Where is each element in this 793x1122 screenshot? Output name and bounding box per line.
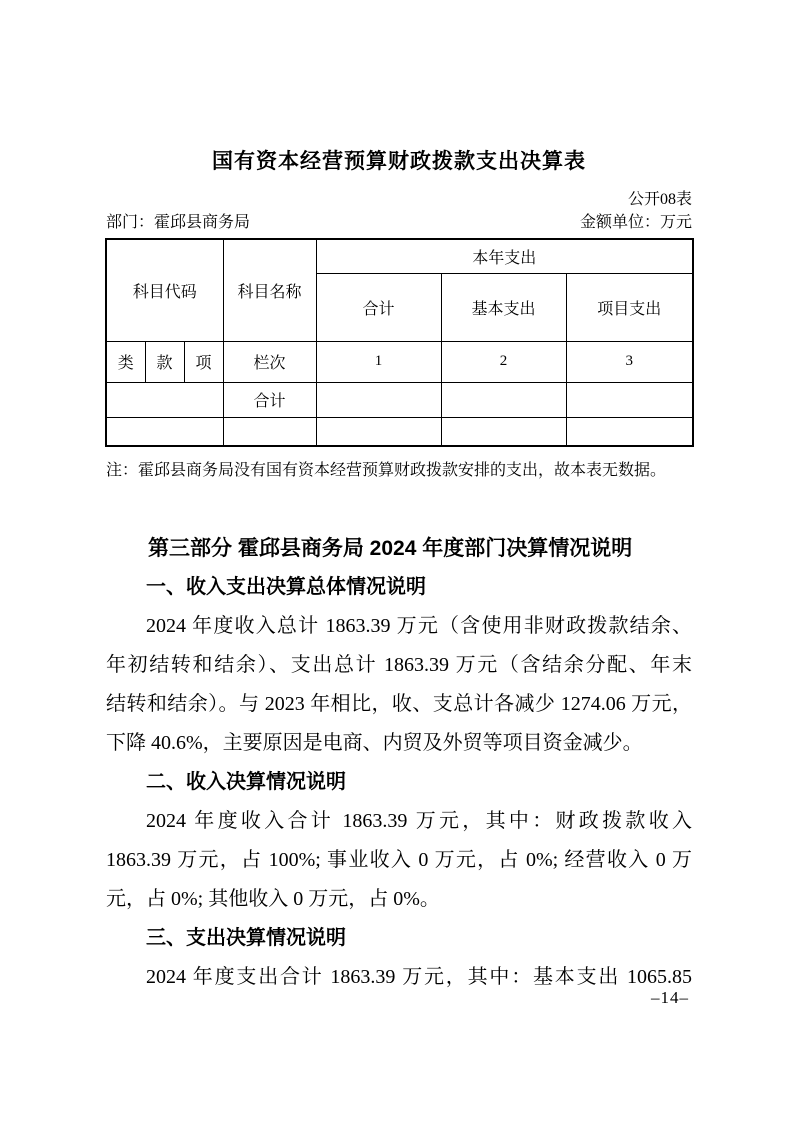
table-cell-empty-value-1 [316,417,441,446]
page-title: 国有资本经营预算财政拨款支出决算表 [212,150,586,173]
paragraph-line: 元，占 0%; 其他收入 0 万元，占 0%。 [106,888,440,910]
table-cell-column-index-3: 3 [566,341,693,382]
table-cell-total-value-1 [316,382,441,417]
accounts-table [105,238,694,447]
section-heading-part3: 第三部分 霍邱县商务局 2024 年度部门决算情况说明 [148,537,633,560]
table-cell-code-kuan: 款 [145,341,184,382]
table-row [106,382,693,417]
narrative-section [106,529,692,997]
page-number: –14– [651,988,689,1007]
paragraph-line: 2024 年度支出合计 1863.39 万元，其中：基本支出 1065.85 [146,966,692,988]
table-cell-code-lei: 类 [106,341,145,382]
table-header-subject-code: 科目代码 [106,239,223,341]
table-header-project-expenditure: 项目支出 [566,273,693,341]
section-heading-3: 三、支出决算情况说明 [146,927,346,949]
section-heading-1: 一、收入支出决算总体情况说明 [146,576,426,598]
table-cell-column-index-name: 栏次 [223,341,316,382]
table-cell-code-xiang: 项 [184,341,223,382]
department-label: 部门：霍邱县商务局 [106,214,251,231]
paragraph-line: 下降 40.6%，主要原因是电商、内贸及外贸等项目资金减少。 [106,732,643,754]
section-heading-2: 二、收入决算情况说明 [146,771,346,793]
paragraph-line: 结转和结余）。与 2023 年相比，收、支总计各减少 1274.06 万元， [106,693,692,715]
paragraph-line: 1863.39 万元，占 100%; 事业收入 0 万元，占 0%; 经营收入 0 万 [106,849,692,871]
table-row [106,239,693,273]
table-cell-column-index-2: 2 [441,341,566,382]
table-cell-total-value-3 [566,382,693,417]
table-row [106,341,693,382]
table-cell-total-label: 合计 [223,382,316,417]
table-row [106,417,693,446]
table-cell-empty-value-3 [566,417,693,446]
table-cell-empty-code [106,382,223,417]
paragraph-line: 2024 年度收入总计 1863.39 万元（含使用非财政拨款结余、 [146,615,692,637]
table-cell-empty-code [106,417,223,446]
table-cell-empty-value-2 [441,417,566,446]
table-header-total: 合计 [316,273,441,341]
table-header-current-year-expenditure: 本年支出 [316,239,693,273]
table-note: 注：霍邱县商务局没有国有资本经营预算财政拨款安排的支出，故本表无数据。 [106,462,667,479]
amount-unit-label: 金额单位：万元 [579,214,692,231]
public-table-number: 公开08表 [627,191,692,208]
table-header-subject-name: 科目名称 [223,239,316,341]
paragraph-line: 2024 年度收入合计 1863.39 万元，其中：财政拨款收入 [146,810,692,832]
table-meta-row [106,209,692,232]
table-cell-empty-name [223,417,316,446]
table-cell-total-value-2 [441,382,566,417]
table-header-basic-expenditure: 基本支出 [441,273,566,341]
paragraph-line: 年初结转和结余）、支出总计 1863.39 万元（含结余分配、年末 [106,654,692,676]
table-cell-column-index-1: 1 [316,341,441,382]
